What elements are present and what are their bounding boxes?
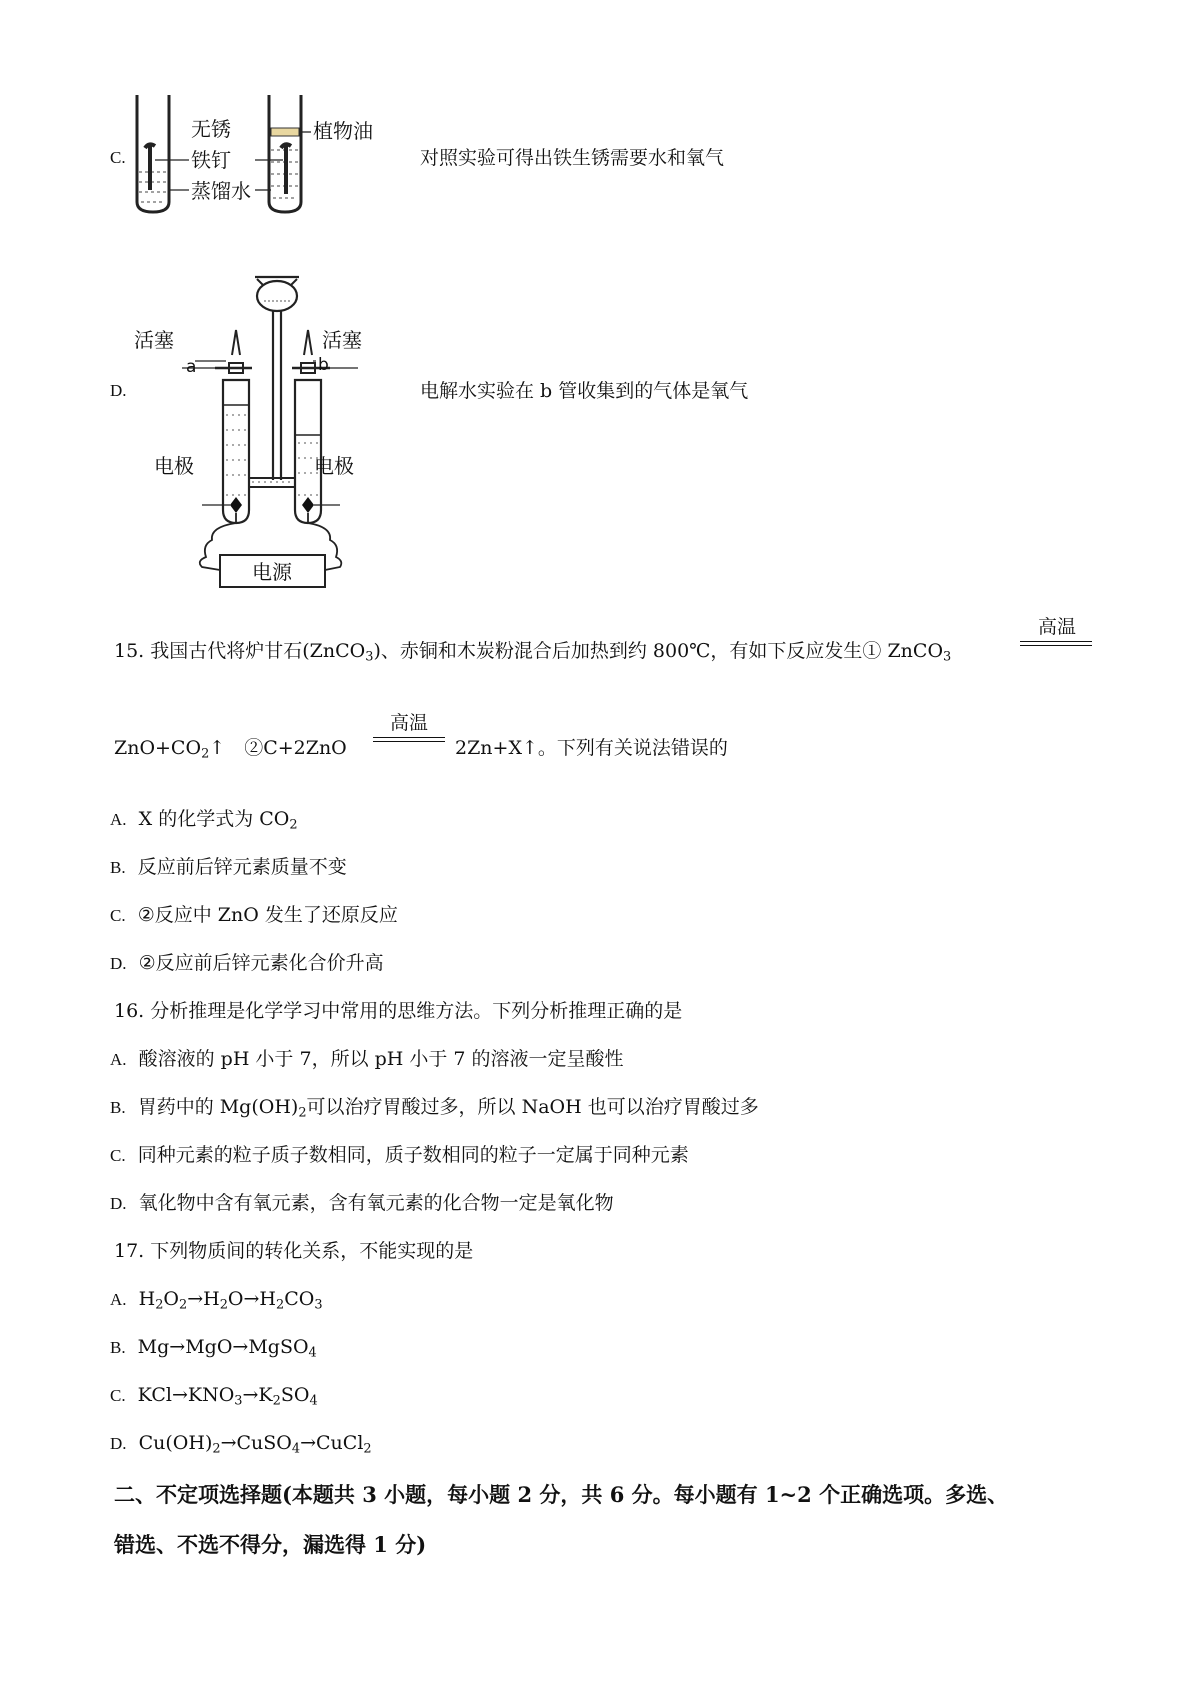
left-test-tube (137, 95, 169, 212)
label-electrode-right: 电极 (314, 454, 354, 478)
label-no-rust: 无锈 (191, 117, 231, 141)
q16-option-c: C. 同种元素的粒子质子数相同，质子数相同的粒子一定属于同种元素 (110, 1144, 689, 1166)
question-15-line2-end: 2Zn+X↑。下列有关说法错误的 (455, 737, 728, 759)
label-vegetable-oil: 植物油 (313, 119, 373, 143)
q17-option-a: A. $H_2O_2\to H_2O\to H_2CO_3$ (110, 1288, 323, 1313)
label-valve-left: 活塞 (134, 328, 174, 352)
q17-option-d: D. $Cu(OH)_2\to CuSO_4\to CuCl_2$ (110, 1432, 372, 1457)
label-power-supply: 电源 (252, 560, 292, 584)
section-2-heading-line2: 错选、不选不得分，漏选得 1 分) (114, 1532, 427, 1557)
option-d-text: 电解水实验在 b 管收集到的气体是氧气 (420, 380, 749, 402)
question-16-stem: 16. 分析推理是化学学习中常用的思维方法。下列分析推理正确的是 (114, 1000, 683, 1022)
label-valve-right: 活塞 (322, 328, 362, 352)
question-15-line1: 15. 我国古代将炉甘石(ZnCO$_3$)、赤铜和木炭粉混合后加热到约 800℃，有如下反应发生① ZnCO$_3$ (114, 640, 952, 665)
right-electrode (302, 497, 314, 513)
q15-option-a: A. X 的化学式为 $CO_2$ (110, 808, 298, 833)
left-tube (232, 330, 240, 355)
label-distilled-water: 蒸馏水 (191, 179, 251, 203)
q15-option-b: B. 反应前后锌元素质量不变 (110, 856, 347, 878)
label-nail: 铁钉 (191, 148, 231, 172)
label-tube-a: a (186, 357, 197, 377)
q15-option-d: D. ②反应前后锌元素化合价升高 (110, 952, 384, 974)
q15-option-c: C. ②反应中 ZnO 发生了还原反应 (110, 904, 398, 926)
option-c-text: 对照实验可得出铁生锈需要水和氧气 (420, 147, 725, 169)
label-electrode-left: 电极 (154, 454, 194, 478)
left-nail (145, 144, 155, 190)
reaction-condition-2: 高温 (390, 712, 429, 734)
left-electrode (230, 497, 242, 513)
funnel (257, 281, 297, 311)
equals-sign-1 (1020, 641, 1092, 642)
left-tube-water (139, 172, 167, 202)
right-nail (281, 144, 291, 194)
q16-option-d: D. 氧化物中含有氧元素，含有氧元素的化合物一定是氧化物 (110, 1192, 614, 1214)
option-letter-d: D. (110, 381, 127, 400)
electrolysis-apparatus-figure (134, 265, 420, 590)
right-tube (304, 330, 312, 355)
q16-option-b: B. 胃药中的 $Mg(OH)_2$可以治疗胃酸过多，所以 NaOH 也可以治疗胃酸过多 (110, 1096, 759, 1121)
equals-sign-2 (373, 737, 445, 738)
rusting-experiment-figure (125, 90, 385, 220)
section-2-heading-line1: 二、不定项选择题(本题共 3 小题，每小题 2 分，共 6 分。每小题有 1~2 个正确选项。多选、 (114, 1482, 1009, 1507)
label-tube-b: b (318, 355, 329, 375)
reaction-condition-1: 高温 (1038, 616, 1077, 638)
oil-layer (271, 128, 299, 136)
q17-option-c: C. $KCl\to KNO_3\to K_2SO_4$ (110, 1384, 318, 1409)
question-17-stem: 17. 下列物质间的转化关系，不能实现的是 (114, 1240, 474, 1262)
option-letter-c: C. (110, 148, 126, 167)
question-15-line2: $ZnO+CO_2↑$ ②C+2ZnO (114, 737, 347, 762)
q17-option-b: B. Mg→MgO→MgSO$_4$ (110, 1336, 317, 1361)
q16-option-a: A. 酸溶液的 pH 小于 7，所以 pH 小于 7 的溶液一定呈酸性 (110, 1048, 624, 1070)
